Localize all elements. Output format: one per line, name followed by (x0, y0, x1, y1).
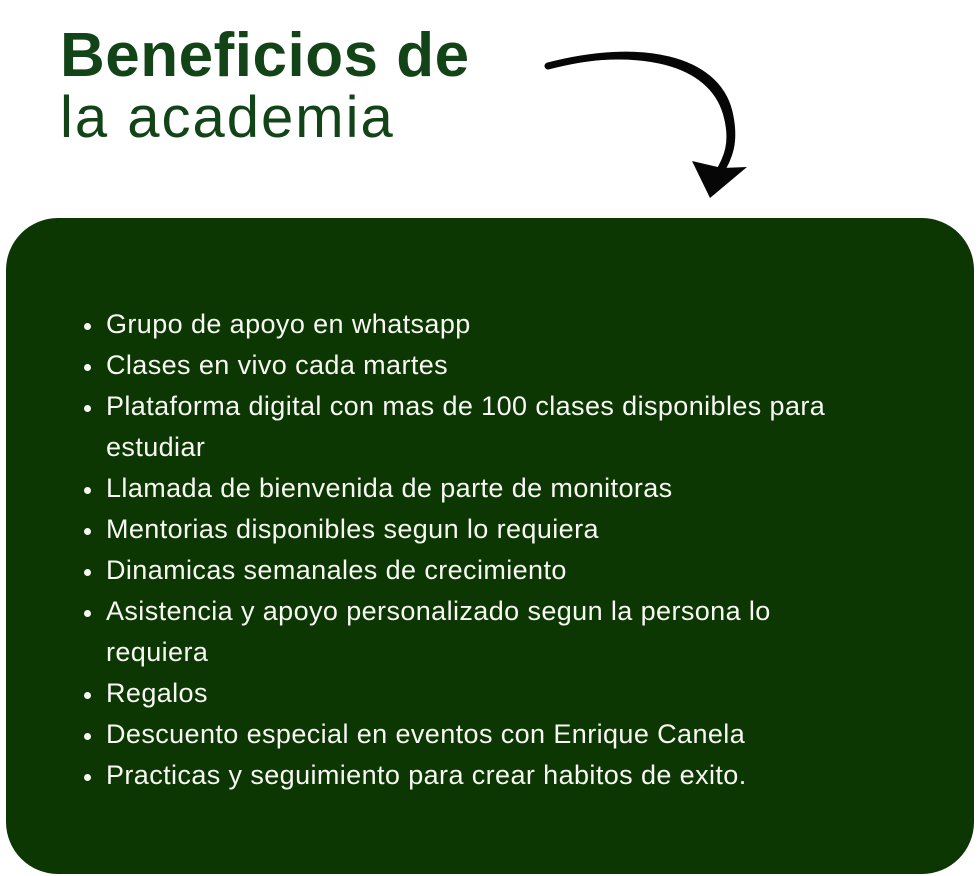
list-item (104, 468, 838, 509)
list-item-text: Mentorias disponibles segun lo requiera (106, 514, 599, 544)
list-item-text: Dinamicas semanales de crecimiento (106, 555, 567, 585)
list-item (104, 345, 838, 386)
list-item-text: Clases en vivo cada martes (106, 350, 449, 380)
list-item (104, 755, 838, 796)
list-item-text: Regalos (106, 678, 208, 708)
list-item (104, 673, 838, 714)
list-item (104, 304, 838, 345)
page-title-line1: Beneficios de (60, 21, 470, 90)
page-title-line2: la academia (60, 85, 395, 150)
list-item-text: Descuento especial en eventos con Enrique Canela (106, 719, 746, 749)
list-item (104, 591, 838, 673)
list-item (104, 386, 838, 468)
benefits-list (6, 218, 974, 796)
page-title (60, 21, 470, 150)
list-item-text: Grupo de apoyo en whatsapp (106, 309, 471, 339)
list-item (104, 550, 838, 591)
list-item (104, 714, 838, 755)
benefits-card (6, 218, 974, 874)
list-item (104, 509, 838, 550)
list-item-text: Practicas y seguimiento para crear habitos de exito. (106, 760, 747, 790)
list-item-text: Plataforma digital con mas de 100 clases disponibles para estudiar (106, 391, 826, 462)
list-item-text: Asistencia y apoyo personalizado segun la persona lo requiera (106, 596, 771, 667)
list-item-text: Llamada de bienvenida de parte de monitoras (106, 473, 673, 503)
